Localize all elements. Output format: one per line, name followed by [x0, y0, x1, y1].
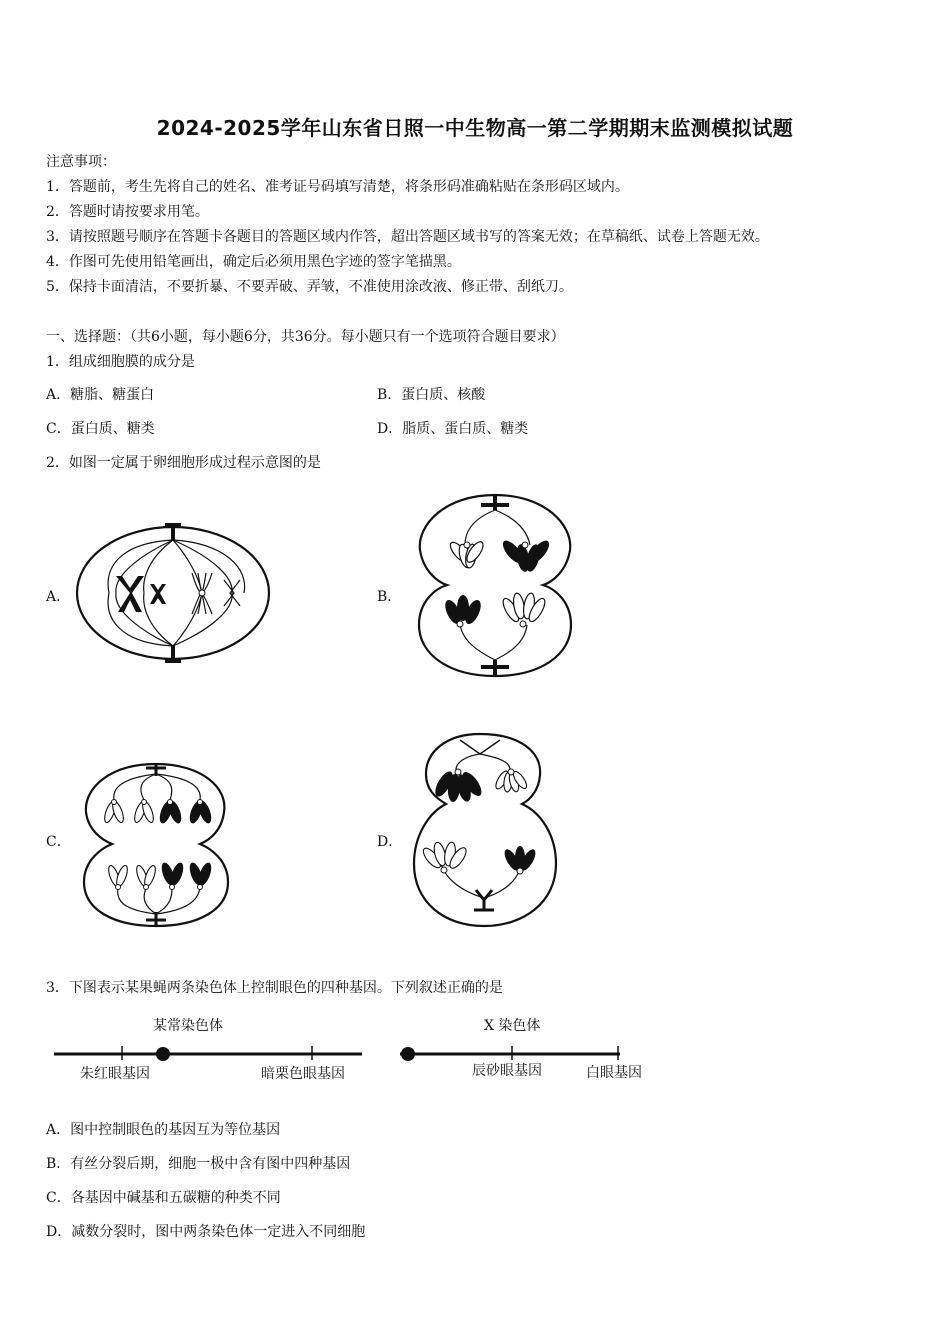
chr2-gene-1: 辰砂眼基因 [472, 1063, 542, 1079]
notice-item: 2．答题时请按要求用笔。 [46, 204, 209, 220]
q2-option-a-label: A． [46, 589, 71, 605]
notice-heading: 注意事项： [46, 154, 116, 170]
q3-stem: 3．下图表示某果蝇两条染色体上控制眼色的四种基因。下列叙述正确的是 [46, 980, 503, 996]
q1-option-b: B．蛋白质、核酸 [377, 387, 486, 403]
notice-item: 1．答题前，考生先将自己的姓名、准考证号码填写清楚，将条形码准确粘贴在条形码区域内。 [46, 179, 629, 195]
chr1-title: 某常染色体 [153, 1018, 223, 1034]
q3-option-d: D．减数分裂时，图中两条染色体一定进入不同细胞 [46, 1224, 366, 1240]
cell-figure-c [82, 760, 230, 930]
chr1-gene-1: 朱红眼基因 [80, 1066, 150, 1082]
notice-item: 3．请按照题号顺序在答题卡各题目的答题区域内作答，超出答题区域书写的答案无效；在草稿纸、试卷上答题无效。 [46, 229, 769, 245]
chr2-title: X 染色体 [484, 1018, 541, 1034]
notice-item: 5．保持卡面清洁，不要折暴、不要弄破、弄皱，不准使用涂改液、修正带、刮纸刀。 [46, 279, 573, 295]
autosome-line [54, 1046, 362, 1061]
cell-figure-b [415, 490, 575, 680]
q2-stem: 2．如图一定属于卵细胞形成过程示意图的是 [46, 455, 321, 471]
section-heading: 一、选择题：（共6小题，每小题6分，共36分。每小题只有一个选项符合题目要求） [46, 329, 565, 345]
chr1-gene-2: 暗栗色眼基因 [261, 1066, 345, 1082]
q1-option-a: A．糖脂、糖蛋白 [46, 387, 155, 403]
cell-figure-a [74, 518, 272, 668]
q2-option-d-label: D． [377, 834, 403, 850]
notice-item: 4．作图可先使用铅笔画出，确定后必须用黑色字迹的签字笔描黑。 [46, 254, 461, 270]
q2-option-b-label: B． [377, 589, 402, 605]
x-chromosome-line [400, 1046, 620, 1061]
page-title: 2024-2025学年山东省日照一中生物高一第二学期期末监测模拟试题 [156, 116, 794, 140]
q1-option-c: C．蛋白质、糖类 [46, 421, 155, 437]
q1-stem: 1．组成细胞膜的成分是 [46, 354, 195, 370]
chr2-gene-2: 白眼基因 [586, 1065, 642, 1081]
q3-option-a: A．图中控制眼色的基因互为等位基因 [46, 1122, 281, 1138]
cell-figure-d [410, 730, 560, 930]
q1-option-d: D．脂质、蛋白质、糖类 [377, 421, 529, 437]
q3-option-c: C．各基因中碱基和五碳糖的种类不同 [46, 1190, 281, 1206]
q3-option-b: B．有丝分裂后期，细胞一极中含有图中四种基因 [46, 1156, 351, 1172]
q2-option-c-label: C． [46, 834, 71, 850]
